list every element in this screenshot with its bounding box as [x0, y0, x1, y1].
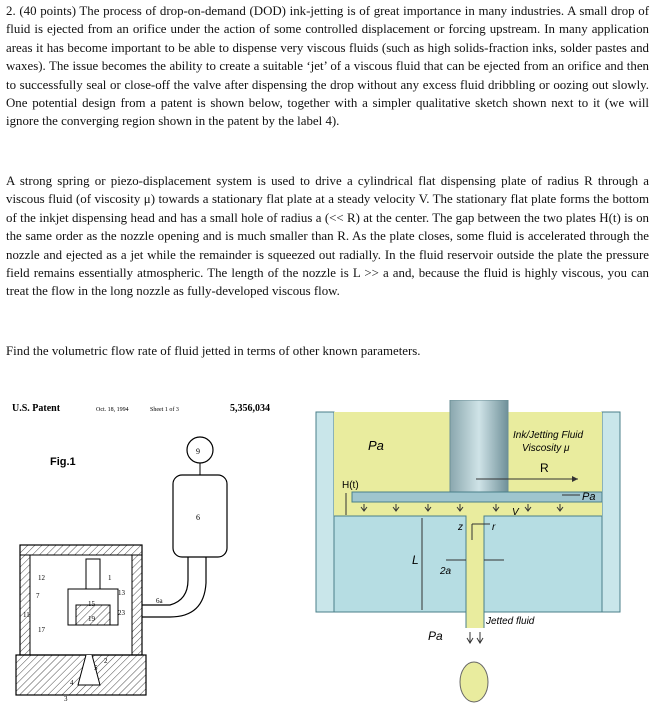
right-wall: [602, 412, 620, 612]
gauge-circle: [187, 437, 213, 463]
label-1: 1: [108, 574, 112, 582]
z-label: z: [458, 522, 463, 533]
top-hatch: [20, 545, 142, 555]
length-label: L: [412, 553, 419, 567]
label-2: 2: [104, 657, 108, 665]
label-3: 3: [64, 695, 68, 703]
velocity-label: V: [512, 507, 519, 518]
nozzle-fluid: [466, 516, 484, 628]
label-13: 13: [118, 589, 125, 597]
bottom-plate-right: [484, 516, 602, 612]
patent-figure: [8, 395, 300, 705]
gap-fluid: [334, 504, 602, 516]
reservoir-body: [173, 475, 227, 557]
label-17: 17: [38, 626, 45, 634]
label-6: 6: [196, 513, 200, 522]
gap-label: H(t): [342, 480, 359, 491]
sketch-figure: [300, 400, 652, 705]
patent-sheet: Sheet 1 of 3: [150, 407, 179, 413]
label-15: 15: [88, 600, 95, 608]
plunger: [86, 559, 100, 589]
diameter-label: 2a: [440, 566, 452, 577]
ink-label: Ink/Jetting Fluid: [513, 430, 584, 441]
jet-arrows: [467, 632, 483, 643]
pa-bottom-label: Pa: [428, 629, 443, 643]
label-12: 12: [38, 574, 45, 582]
label-6a: 6a: [156, 597, 163, 605]
pa-right-label: Pa: [582, 491, 596, 503]
label-9: 9: [196, 447, 200, 456]
bottom-plate-left: [334, 516, 466, 612]
viscosity-label: Viscosity μ: [522, 443, 570, 454]
piston-rod: [450, 400, 508, 492]
problem-paragraph-2: A strong spring or piezo-displacement system is used to drive a cylindrical flat dispensing plate of radius R through a viscous fluid (of viscosity μ) towards a stationary flat plate at a steady velocity V. The stationary flat plate forms the bottom of the inkjet dispensing head and has a small hole of radius a (<< R) at the center. The gap between the two plates H(t) is on the same order as the nozzle opening and is much smaller than R. As the plate closes, some fluid is accelerated through the nozzle and ejected as a jet while the remainder is squeezed out radially. In the fluid reservoir outside the plate the pressure field remains essentially atmospheric. The length of the nozzle is L >> a and, because the fluid is highly viscous, you can treat the flow in the long nozzle as fully-developed viscous flow.: [6, 174, 649, 299]
radius-label: R: [540, 461, 549, 475]
dispensing-plate: [352, 492, 602, 502]
jetted-drop: [460, 662, 488, 702]
patent-header: U.S. Patent: [12, 403, 61, 414]
problem-paragraph-1: 2. (40 points) The process of drop-on-demand (DOD) ink-jetting is of great importance in many industries. A small drop of fluid is ejected from an orifice under the action of some controlled displacement or forcing upstream. In many application areas it has become important to be able to dispense very viscous fluids (such as high solids-fraction inks, solder pastes and waxes). The issue becomes the ability to create a suitable ‘jet’ of a viscous fluid that can be ejected from an orifice and then to successfully seal or close-off the valve after dispensing the drop without any excess fluid dribbling or oozing out slowly. One potential design from a patent is shown below, together with a simpler qualitative sketch shown next to it (we will ignore the converging region shown in the patent by the label 4).: [6, 4, 649, 129]
problem-question: Find the volumetric flow rate of fluid jetted in terms of other known parameters.: [6, 344, 421, 358]
fig-label: Fig.1: [50, 456, 76, 468]
label-7: 7: [36, 592, 40, 600]
label-5: 5: [94, 664, 98, 672]
label-11: 11: [23, 611, 30, 619]
label-4: 4: [70, 679, 74, 687]
patent-number: 5,356,034: [230, 403, 270, 414]
r-label: r: [492, 522, 496, 533]
left-hatch: [20, 555, 30, 655]
patent-date: Oct. 18, 1994: [96, 407, 129, 413]
tube-inner: [138, 557, 206, 617]
jetted-label: Jetted fluid: [486, 616, 535, 627]
tube-outer: [138, 557, 188, 605]
label-19: 19: [88, 615, 95, 623]
left-wall: [316, 412, 334, 612]
pa-top-label: Pa: [368, 438, 384, 453]
right-hatch: [132, 555, 142, 655]
label-23: 23: [118, 609, 125, 617]
